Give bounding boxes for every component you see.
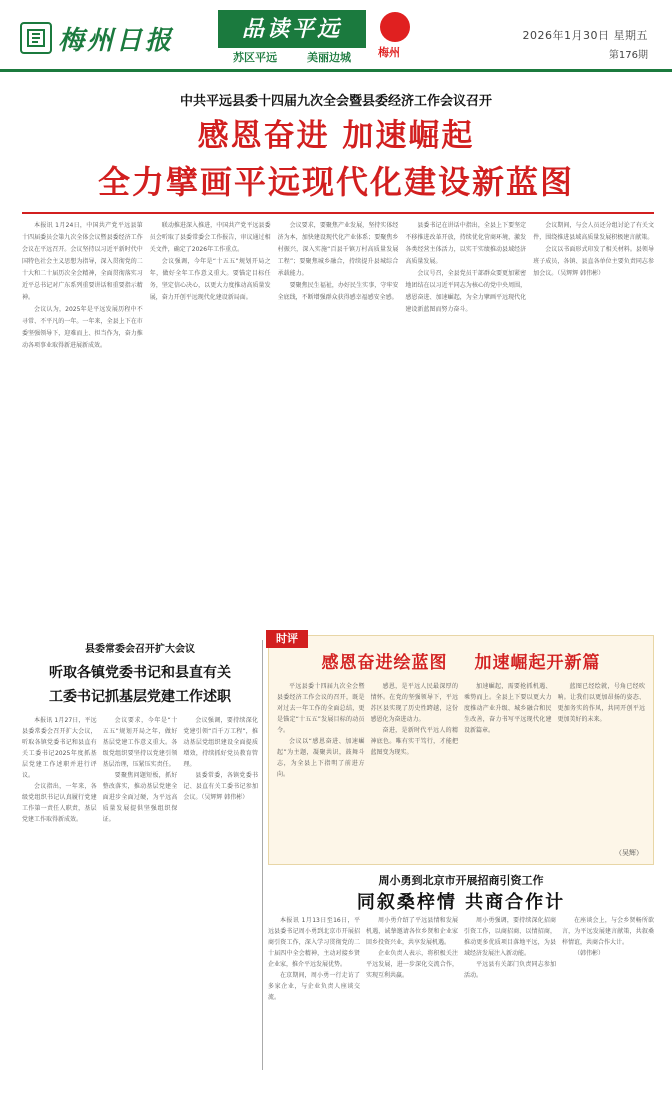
section-badge: 品读平远: [218, 10, 366, 48]
paragraph: 要聚焦民生福祉，办好民生实事，守牢安全底线，不断增强群众获得感幸福感安全感。: [277, 282, 399, 301]
article-column: [405, 220, 526, 625]
paragraph: 本报讯 1月27日，平远县委常委会召开扩大会议，听取各镇党委书记和县直有关工委书记2025年度抓基层党建工作述职并进行评议。: [22, 717, 97, 779]
left-story-title-line1: 听取各镇党委书记和县直有关: [49, 665, 231, 681]
paragraph: 会议以书面形式印发了相关材料。县领导班子成员，各镇、县直各单位主要负责同志参加会议。（吴辉辉 韩伟彬）: [533, 246, 654, 277]
article-column: [371, 681, 459, 851]
left-story-title-line2: 工委书记抓基层党建工作述职: [49, 689, 231, 705]
paper-name: 梅州日报: [58, 26, 175, 56]
paragraph: 周小勇强调，要持续深化招商引资工作，以商招商、以情招商，推动更多优质项目落地平远，为县域经济发展注入新动能。: [464, 917, 556, 957]
app-logo-icon: [380, 12, 410, 42]
article-column: [22, 715, 97, 1080]
paragraph: 在京期间，周小勇一行走访了多家企业，与企业负责人座谈交流。: [268, 972, 360, 1001]
paragraph: 会议要求，今年是“十五五”规划开局之年，做好基层党建工作意义重大。各级党组织要坚持以党建引领基层治理，压紧压实责任。: [102, 717, 178, 768]
commentary-signature: （吴辉）: [615, 849, 643, 857]
commentary-body: [277, 681, 645, 851]
section-tag: 苏区平远: [233, 51, 277, 64]
paragraph: 会议强调，要持续深化党建引领“百千万工程”，推动基层党组织建设全面提质增效，持续抓好党员教育管理。: [183, 717, 258, 768]
article-column: [562, 915, 654, 1090]
paragraph: 联动推进深入推进，中国共产党平远县委员会听取了县委常委会工作报告，审议通过相关文件，确定了2026年工作重点。: [149, 222, 271, 253]
newspaper-logo-icon: [20, 22, 52, 54]
article-column: [150, 220, 271, 625]
paragraph: 在座谈会上，与会乡贤畅所欲言，为平远发展建言献策，共叙桑梓情谊，共商合作大计。: [562, 917, 654, 946]
paragraph: 平远县委十四届九次全会暨县委经济工作会议的召开，既是对过去一年工作的全面总结，更是锚定“十五五”发展目标的动员令。: [277, 683, 365, 734]
article-column: [366, 915, 458, 1090]
paragraph: 企业负责人表示，将积极关注平远发展，进一步深化交流合作，实现互利共赢。: [366, 950, 458, 979]
paragraph: 会议要求，要聚焦产业发展，坚持实体经济为本，加快建设现代化产业体系；要聚焦乡村振兴，深入实施“百县千镇万村高质量发展工程”；要聚焦城乡融合，持续提升县城综合承载能力。: [277, 222, 399, 277]
article-column: [464, 681, 552, 851]
paragraph: 周小勇介绍了平远县情和发展机遇，诚挚邀请各位乡贤和企业家回乡投资兴业，共享发展机遇。: [366, 917, 458, 946]
section-tag: 美丽边城: [307, 51, 351, 64]
bottom-story-kicker: 周小勇到北京市开展招商引资工作: [378, 874, 544, 887]
lead-headline-line1: 感恩奋进 加速崛起: [197, 118, 475, 154]
app-name: 梅州: [378, 46, 400, 59]
paragraph: 要聚焦问题短板，抓好整改落实，推动基层党建全面进步全面过硬，为平远高质量发展提供坚强组织保证。: [102, 772, 178, 823]
divider: [262, 640, 263, 1070]
paragraph: 加速崛起，需要抢抓机遇、乘势而上。全县上下要以更大力度推动产业升级、城乡融合和民生改善，奋力书写平远现代化建设新篇章。: [464, 683, 552, 734]
paragraph: 奋进，是新时代平远人的精神底色。唯有实干笃行，才能把蓝图变为现实。: [370, 727, 458, 756]
article-column: [268, 915, 360, 1090]
paragraph: 会议以“感恩奋进、加速崛起”为主题，凝聚共识，鼓舞斗志，为全县上下指明了前进方向。: [277, 738, 365, 778]
article-column: [183, 715, 258, 1080]
paragraph: 平远县有关部门负责同志参加活动。: [464, 961, 556, 979]
article-column: [277, 681, 365, 851]
paragraph: 蓝图已经绘就，号角已经吹响。让我们以更加昂扬的姿态、更加务实的作风，共同开创平远更加美好的未来。: [557, 683, 645, 723]
divider: [22, 212, 654, 214]
paragraph: 会议认为，2025年是平远发展历程中不寻常、不平凡的一年。一年来，全县上下在市委坚强领导下，迎难而上、担当作为，奋力推动各项事业取得新进展新成效。: [22, 306, 143, 349]
paragraph: 本报讯 1月24日，中国共产党平远县第十四届委员会第九次全体会议暨县委经济工作会议在平远召开。会议坚持以习近平新时代中国特色社会主义思想为指导，深入贯彻党的二十大和二十届历次全会精神，全面贯彻落实习近平总书记对广东系列重要讲话和重要指示精神。: [22, 222, 143, 301]
article-column: [278, 220, 399, 625]
commentary-tag: 时评: [266, 630, 308, 648]
paragraph: 会议号召，全县党员干部群众要更加紧密地团结在以习近平同志为核心的党中央周围，感恩奋进、加速崛起，为全力擘画平远现代化建设新蓝图而努力奋斗。: [405, 270, 527, 313]
left-story-body: [22, 715, 258, 1080]
article-column: [103, 715, 178, 1080]
paragraph: 本报讯 1月13日至16日，平远县委书记周小勇到北京市开展招商引资工作，深入学习贯彻党的二十届四中全会精神，主动对接乡贤企业家，推介平远发展优势。: [268, 917, 360, 968]
bottom-story-body: [268, 915, 654, 1090]
paragraph: 会议期间，与会人员还分组讨论了有关文件，围绕推进县域高质量发展积极建言献策。: [533, 222, 654, 241]
paragraph: 会议强调，今年是“十五五”规划开局之年，做好全年工作意义重大。要锚定目标任务，坚定信心决心，以更大力度推动高质量发展，奋力开创平远现代化建设新局面。: [149, 258, 271, 301]
bottom-story-title: 同叙桑梓情 共商合作计: [356, 892, 566, 913]
article-column: [533, 220, 654, 625]
paragraph: 县委常委，各镇党委书记、县直有关工委书记参加会议。（吴辉辉 韩伟彬）: [183, 772, 258, 801]
article-column: [464, 915, 556, 1090]
lead-headline-line2: 全力擘画平远现代化建设新蓝图: [97, 163, 574, 201]
lead-kicker: 中共平远县委十四届九次全会暨县委经济工作会议召开: [179, 94, 492, 109]
left-story: [22, 640, 258, 1080]
left-story-kicker: 县委常委会召开扩大会议: [85, 644, 195, 655]
commentary-title-part2: 加速崛起开新篇: [474, 653, 601, 673]
article-column: [558, 681, 646, 851]
commentary-title-part1: 感恩奋进绘蓝图: [321, 653, 448, 673]
lead-article-body: [22, 220, 654, 625]
paragraph: 感恩，是平远人民最深厚的情怀。在党的坚强领导下，平远苏区县实现了历史性跨越，这份感恩化为奋进动力。: [370, 683, 458, 723]
paragraph: （韩伟彬）: [574, 950, 605, 957]
article-column: [22, 220, 143, 625]
commentary-title: [277, 648, 645, 673]
section-tags: [218, 49, 366, 65]
commentary-box: [268, 635, 654, 865]
issue-number: 第176期: [608, 50, 648, 61]
publication-date: 2026年1月30日 星期五: [522, 29, 648, 42]
paragraph: 县委书记在讲话中指出，全县上下要坚定不移推进改革开放，持续优化营商环境，激发各类经营主体活力，以实干实绩推动县域经济高质量发展。: [405, 222, 527, 265]
masthead: [0, 0, 672, 72]
paragraph: 会议指出，一年来，各级党组织书记认真履行党建工作第一责任人职责，基层党建工作取得新成效。: [22, 783, 97, 823]
